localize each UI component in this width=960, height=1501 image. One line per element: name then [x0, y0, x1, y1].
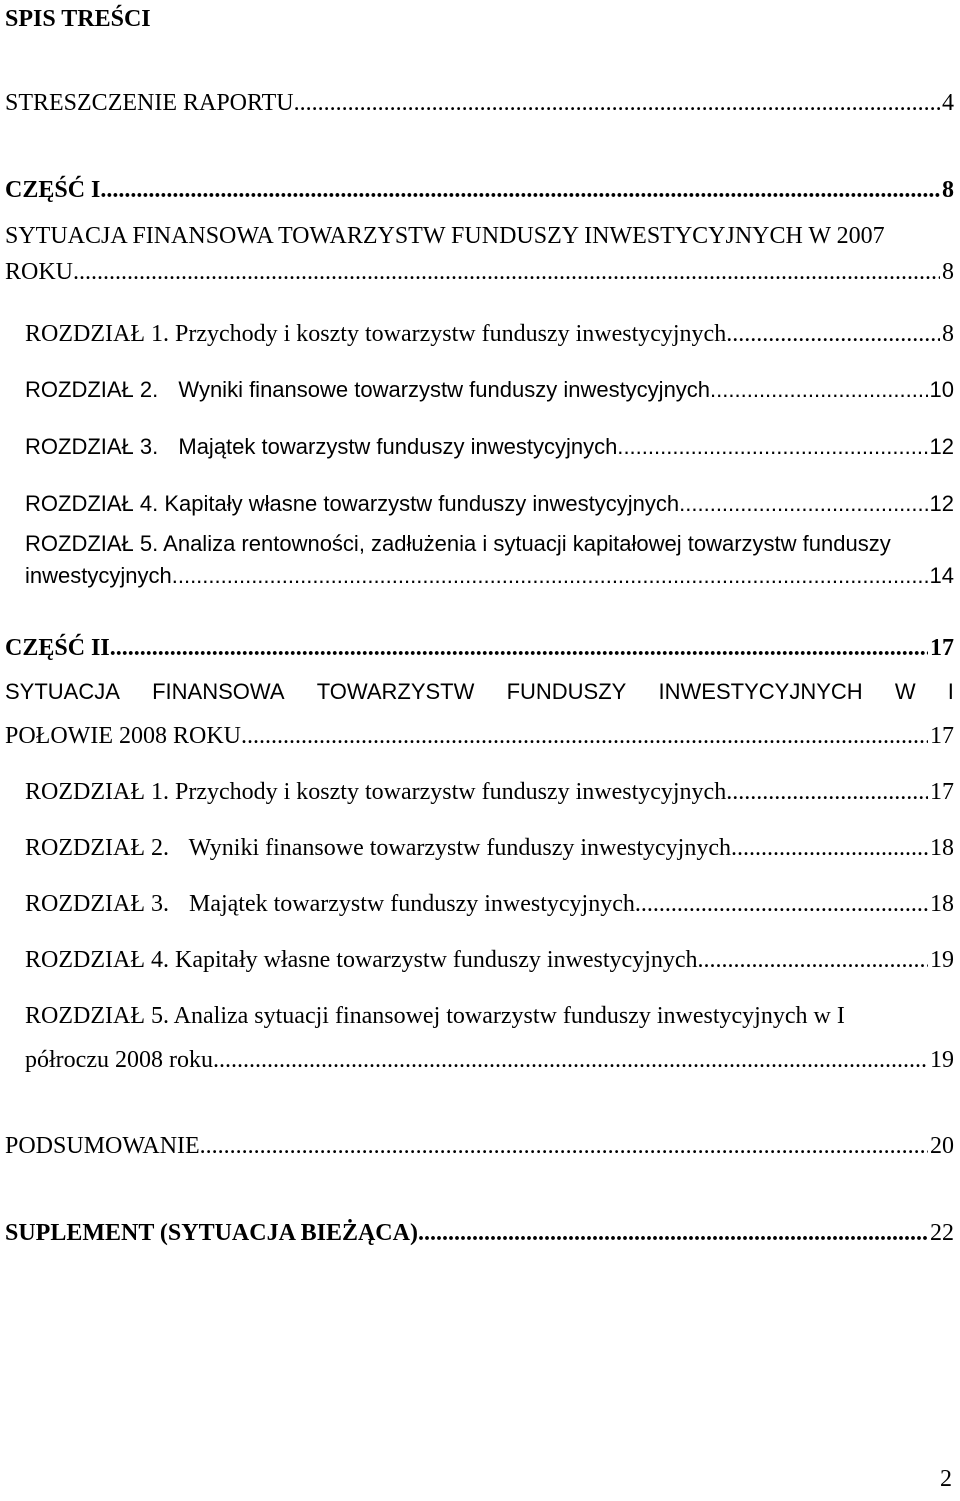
chapter-title: Wyniki finansowe towarzystw funduszy inwestycyjnych — [188, 835, 731, 861]
toc-entry-supplement[interactable] — [5, 1219, 954, 1247]
chapter-title: Kapitały własne towarzystw funduszy inwestycyjnych — [174, 947, 698, 973]
chapter-label: ROZDZIAŁ 3. — [25, 891, 169, 917]
chapter-title-line2: półroczu 2008 roku. — [25, 1047, 219, 1073]
toc-entry-part2[interactable] — [5, 634, 954, 662]
toc-entry-part1-subtitle[interactable] — [5, 222, 954, 286]
toc-entry-page: 17 — [930, 723, 954, 749]
toc-entry-title-line2: POŁOWIE 2008 ROKU. — [5, 723, 247, 749]
toc-entry-part1[interactable] — [5, 176, 954, 204]
chapter-title: Majątek towarzystw funduszy inwestycyjnych. — [188, 891, 641, 917]
toc-entry-part2-chapter3[interactable] — [25, 890, 954, 918]
chapter-label: ROZDZIAŁ 5. — [25, 1003, 169, 1029]
toc-entry-title: CZĘŚĆ II. — [5, 635, 116, 661]
chapter-label: ROZDZIAŁ 3. — [25, 434, 159, 459]
toc-leader-dots — [79, 258, 940, 286]
chapter-label: ROZDZIAŁ 2. — [25, 835, 169, 861]
toc-leader-dots — [200, 1132, 928, 1160]
toc-entry-part1-chapter3[interactable] — [25, 433, 954, 461]
toc-entry-page: 18 — [930, 891, 954, 917]
toc-entry-title-line1: SYTUACJA FINANSOWA TOWARZYSTW FUNDUSZY INWESTYCYJNYCH W I — [5, 679, 954, 704]
toc-entry-page: 12 — [929, 491, 954, 516]
chapter-label: ROZDZIAŁ 1. — [25, 779, 169, 805]
toc-leader-dots — [116, 634, 928, 662]
toc-entry-page: 17 — [930, 779, 954, 805]
chapter-title: Kapitały własne towarzystw funduszy inwestycyjnych — [164, 491, 680, 516]
toc-entry-part1-chapter1[interactable] — [25, 320, 954, 348]
toc-entry-title: STRESZCZENIE RAPORTU. — [5, 90, 300, 116]
chapter-label: ROZDZIAŁ 1. — [25, 321, 169, 347]
toc-leader-dots — [106, 176, 940, 204]
toc-entry-page: 22 — [930, 1220, 954, 1246]
toc-leader-dots — [178, 562, 928, 590]
chapter-label: ROZDZIAŁ 4. — [25, 947, 169, 973]
chapter-title: Majątek towarzystw funduszy inwestycyjnych. — [178, 434, 624, 459]
toc-entry-part2-chapter5[interactable] — [25, 1002, 954, 1074]
toc-leader-dots — [698, 946, 928, 974]
toc-entry-part1-chapter4[interactable] — [25, 490, 954, 518]
chapter-title: Wyniki finansowe towarzystw funduszy inwestycyjnych. — [178, 377, 717, 402]
toc-entry-page: 4 — [942, 90, 954, 116]
toc-entry-page: 17 — [930, 635, 954, 661]
chapter-title: Analiza rentowności, zadłużenia i sytuacji kapitałowej towarzystw funduszy — [163, 531, 891, 556]
chapter-label: ROZDZIAŁ 4. — [25, 491, 159, 516]
toc-entry-part2-chapter4[interactable] — [25, 946, 954, 974]
toc-entry-part2-chapter2[interactable] — [25, 834, 954, 862]
toc-entry-page: 14 — [929, 563, 954, 588]
toc-entry-page: 10 — [929, 377, 954, 402]
toc-entry-page: 8 — [942, 177, 954, 203]
chapter-title-line2: inwestycyjnych. — [25, 563, 178, 588]
chapter-title: Analiza sytuacji finansowej towarzystw funduszy inwestycyjnych w I — [173, 1003, 845, 1029]
chapter-title: Przychody i koszty towarzystw funduszy inwestycyjnych — [174, 321, 727, 347]
toc-entry-title: CZĘŚĆ I. — [5, 177, 107, 203]
toc-leader-dots — [726, 320, 940, 348]
toc-entry-page: 20 — [930, 1133, 954, 1159]
chapter-title: Przychody i koszty towarzystw funduszy inwestycyjnych. — [174, 779, 733, 805]
toc-leader-dots — [623, 433, 927, 461]
chapter-label: ROZDZIAŁ 5. — [25, 531, 159, 556]
toc-entry-part1-chapter2[interactable] — [25, 376, 954, 404]
toc-entry-title-line1: SYTUACJA FINANSOWA TOWARZYSTW FUNDUSZY INWESTYCYJNYCH W 2007 — [5, 223, 885, 249]
toc-entry-conclusion[interactable] — [5, 1132, 954, 1160]
toc-entry-page: 19 — [930, 1047, 954, 1073]
toc-entry-part2-chapter1[interactable] — [25, 778, 954, 806]
toc-entry-page: 18 — [930, 835, 954, 861]
toc-leader-dots — [716, 376, 927, 404]
toc-entry-part2-subtitle[interactable] — [5, 678, 954, 706]
toc-entry-page: 8 — [942, 259, 954, 285]
chapter-label: ROZDZIAŁ 2. — [25, 377, 159, 402]
toc-leader-dots — [641, 890, 928, 918]
toc-leader-dots — [732, 778, 928, 806]
toc-heading: SPIS TREŚCI — [5, 6, 151, 32]
toc-leader-dots — [679, 490, 927, 518]
toc-leader-dots — [731, 834, 928, 862]
toc-entry-summary[interactable] — [5, 89, 954, 117]
toc-entry-title-line2: ROKU. — [5, 259, 80, 285]
toc-entry-page: 8 — [942, 321, 954, 347]
toc-entry-page: 12 — [929, 434, 954, 459]
toc-leader-dots — [418, 1219, 928, 1247]
footer-page-number: 2 — [940, 1466, 952, 1492]
toc-leader-dots — [219, 1046, 928, 1074]
toc-entry-page: 19 — [930, 947, 954, 973]
toc-entry-title: SUPLEMENT (SYTUACJA BIEŻĄCA) — [5, 1220, 418, 1246]
toc-entry-part2-subtitle-line2[interactable] — [5, 722, 954, 750]
toc-leader-dots — [300, 89, 940, 117]
toc-leader-dots — [247, 722, 928, 750]
toc-entry-part1-chapter5[interactable] — [25, 530, 954, 590]
toc-entry-title: PODSUMOWANIE — [5, 1133, 200, 1159]
